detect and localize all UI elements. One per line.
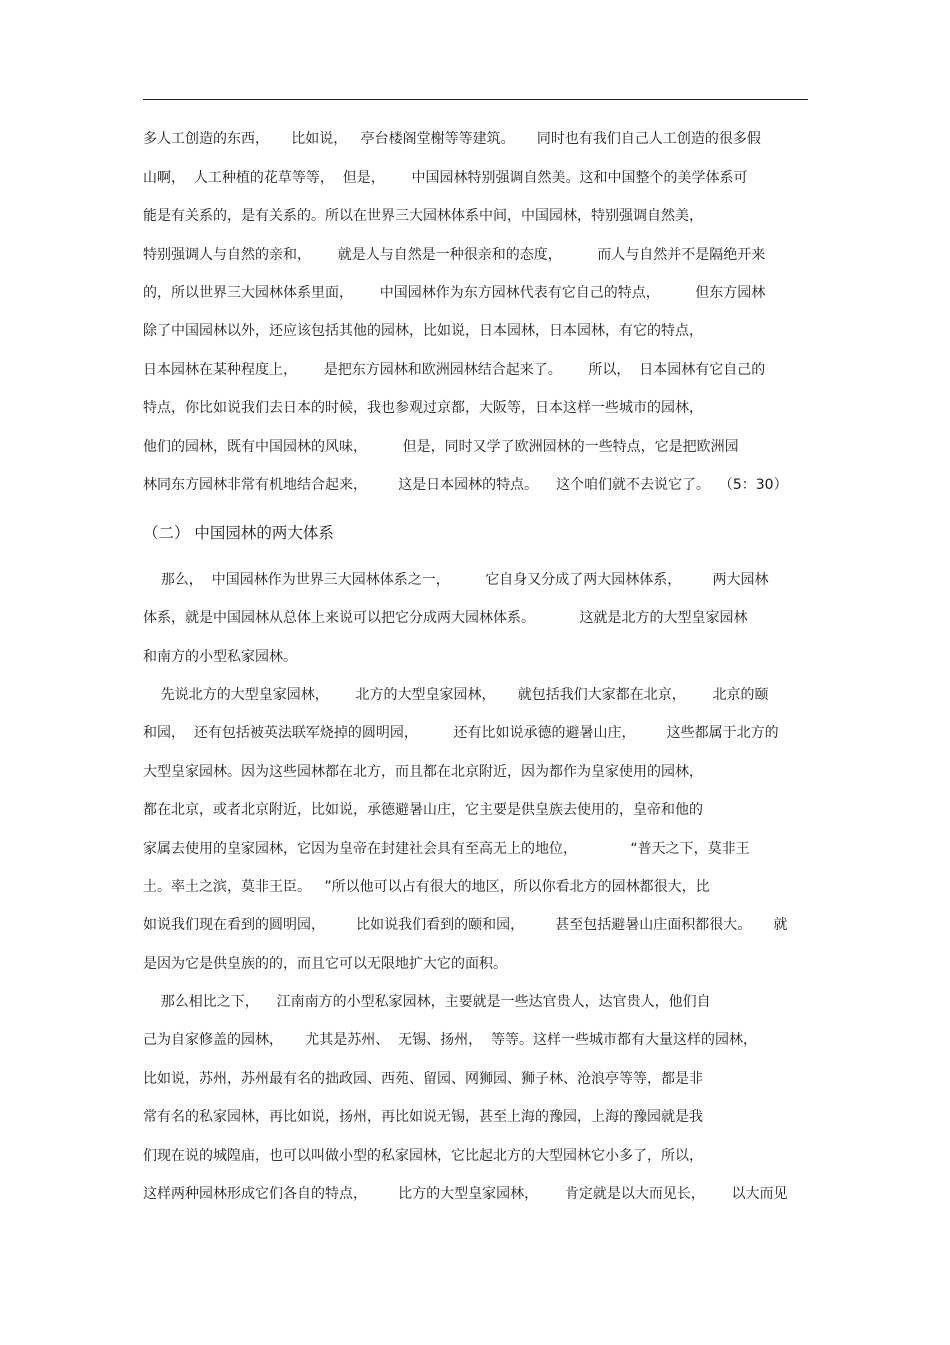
text-line: 常有名的私家园林，再比如说，扬州，再比如说无锡，甚至上海的豫园，上海的豫园就是我	[143, 1109, 703, 1125]
text-line: 土。率土之滨，莫非王臣。 ”所以他可以占有很大的地区，所以你看北方的园林都很大，比	[143, 879, 710, 895]
text-line: 特点，你比如说我们去日本的时候，我也参观过京都，大阪等，日本这样一些城市的园林，	[143, 400, 703, 416]
text-line: 如说我们现在看到的圆明园， 比如说我们看到的颐和园， 甚至包括避暑山庄面积都很大。 就	[143, 917, 788, 933]
text-line: 山啊， 人工种植的花草等等， 但是， 中国园林特别强调自然美。这和中国整个的美学体系可	[143, 170, 748, 186]
text-line: 大型皇家园林。因为这些园林都在北方，而且都在北京附近，因为都作为皇家使用的园林，	[143, 764, 703, 780]
text-line: 们现在说的城隍庙，也可以叫做小型的私家园林，它比起北方的大型园林它小多了，所以，	[143, 1148, 703, 1164]
text-line: 是因为它是供皇族的的，而且它可以无限地扩大它的面积。	[143, 956, 507, 972]
header-rule	[143, 99, 808, 100]
text-line: 和南方的小型私家园林。	[143, 649, 297, 665]
text-line: 多人工创造的东西， 比如说， 亭台楼阁堂榭等等建筑。 同时也有我们自己人工创造的很多假	[143, 131, 761, 147]
text-line: 先说北方的大型皇家园林， 北方的大型皇家园林， 就包括我们大家都在北京， 北京的颐	[143, 687, 769, 703]
text-line: 这样两种园林形成它们各自的特点， 比方的大型皇家园林， 肯定就是以大而见长， 以大而见	[143, 1186, 788, 1202]
text-line: 除了中国园林以外，还应该包括其他的园林，比如说，日本园林，日本园林，有它的特点，	[143, 323, 703, 339]
text-line: 林同东方园林非常有机地结合起来， 这是日本园林的特点。 这个咱们就不去说它了。 （5：30）	[143, 477, 788, 493]
text-line: 体系，就是中国园林从总体上来说可以把它分成两大园林体系。 这就是北方的大型皇家园林	[143, 610, 748, 626]
text-line: 的，所以世界三大园林体系里面， 中国园林作为东方园林代表有它自己的特点， 但东方园林	[143, 285, 766, 301]
text-line: 比如说，苏州，苏州最有名的拙政园、西苑、留园、网狮园、狮子林、沧浪亭等等，都是非	[143, 1071, 703, 1087]
text-line: 己为自家修盖的园林， 尤其是苏州、 无锡、扬州， 等等。这样一些城市都有大量这样的园林，	[143, 1032, 758, 1048]
text-line: 那么相比之下， 江南南方的小型私家园林，主要就是一些达官贵人，达官贵人，他们自	[143, 994, 711, 1010]
text-line: 那么， 中国园林作为世界三大园林体系之一， 它自身又分成了两大园林体系， 两大园林	[143, 572, 769, 588]
text-line: 他们的园林，既有中国园林的风味， 但是，同时又学了欧洲园林的一些特点，它是把欧洲园	[143, 439, 739, 455]
text-line: 家属去使用的皇家园林，它因为皇帝在封建社会具有至高无上的地位， “普天之下，莫非王	[143, 841, 750, 857]
text-line: 能是有关系的，是有关系的。所以在世界三大园林体系中间，中国园林，特别强调自然美，	[143, 208, 703, 224]
section-heading: （二） 中国园林的两大体系	[143, 524, 334, 542]
text-line: 特别强调人与自然的亲和， 就是人与自然是一种很亲和的态度， 而人与自然并不是隔绝开来	[143, 247, 766, 263]
text-line: 和园， 还有包括被英法联军烧掉的圆明园， 还有比如说承德的避暑山庄， 这些都属于北方的	[143, 725, 779, 741]
text-line: 都在北京，或者北京附近，比如说，承德避暑山庄，它主要是供皇族去使用的，皇帝和他的	[143, 802, 703, 818]
text-line: 日本园林在某种程度上， 是把东方园林和欧洲园林结合起来了。 所以， 日本园林有它自己的	[143, 362, 766, 378]
